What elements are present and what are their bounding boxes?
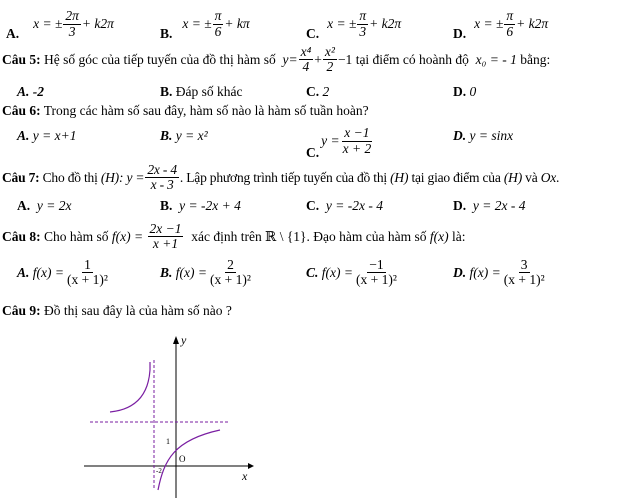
fraction: $\frac{\pi}{6}$ (506, 8, 514, 39)
fraction: $\frac{2}{\text{(x + 1)²}}$ (209, 257, 251, 288)
fraction: $\frac{1}{\text{(x + 1)²}}$ (66, 257, 108, 288)
q4-option-a[interactable]: A. x = ± $\frac{2\pi}{3}$ + k2π (6, 8, 114, 41)
curve-left-branch (110, 362, 150, 412)
fraction: $\frac{\pi}{3}$ (359, 8, 367, 39)
function-graph (80, 330, 260, 500)
q5-option-b[interactable]: B. Đáp số khác (160, 84, 243, 99)
q5-stem: Câu 5: Hệ số góc của tiếp tuyến của đồ thị hàm số y= $\frac{\text{x⁴}}{4}$ + $\frac{\text{x²}}{2}$ −1 tại điểm có hoành độ x₀ = - 1 bằng: (2, 44, 551, 75)
fraction: $\frac{x -1}{x + 2}$ (342, 125, 372, 156)
q8-option-d[interactable]: D. f(x) = $\frac{3}{\text{(x + 1)²}}$ (453, 257, 545, 288)
origin-label: O (179, 454, 186, 464)
y-axis-arrow (173, 336, 179, 344)
q4-option-c[interactable]: C. x = ± $\frac{\pi}{3}$ + k2π (306, 8, 402, 41)
x-axis-label: x (242, 469, 248, 483)
q5-option-c[interactable]: C. 2 (306, 84, 330, 99)
q4-option-d[interactable]: D. x = ± $\frac{\pi}{6}$ + k2π (453, 8, 549, 41)
tick-label-1: 1 (166, 437, 170, 446)
q5-option-a[interactable]: A. -2 (17, 84, 45, 99)
tick-label-neg2: -2 (156, 467, 162, 475)
x-axis-arrow (248, 463, 254, 469)
q8-stem: Câu 8: Cho hàm số f(x) = $\frac{2x -1}{x +1}$ xác định trên ℝ \ {1} . Đạo hàm của hàm số f(x) là: (2, 221, 466, 252)
q6-option-d[interactable]: D. y = sinx (453, 128, 514, 143)
q8-option-c[interactable]: C. f(x) = $\frac{-1}{\text{(x + 1)²}}$ (306, 257, 397, 288)
q5-option-d[interactable]: D. 0 (453, 84, 477, 99)
fraction: $\frac{\pi}{6}$ (214, 8, 222, 39)
q7-option-c[interactable]: C. y = -2x - 4 (306, 198, 383, 213)
y-axis-label: y (181, 333, 187, 347)
fraction: $\frac{-1}{\text{(x + 1)²}}$ (355, 257, 397, 288)
fraction: $\frac{2\pi}{3}$ (65, 8, 79, 39)
fraction: $\frac{\text{x²}}{2}$ (324, 44, 335, 75)
q7-option-a[interactable]: A. y = 2x (17, 198, 72, 213)
q6-option-c[interactable]: C. y = $\frac{x -1}{x + 2}$ (306, 125, 372, 160)
q6-option-a[interactable]: A. y = x+1 (17, 128, 77, 143)
q7-option-d[interactable]: D. y = 2x - 4 (453, 198, 526, 213)
q6-stem: Câu 6: Trong các hàm số sau đây, hàm số nào là hàm số tuần hoàn? (2, 103, 369, 118)
q7-stem: Câu 7: Cho đồ thị (H): y = $\frac{2x - 4}{x - 3}$ . Lập phương trình tiếp tuyến của đồ thị (H) tại giao điểm của (H) và Ox . (2, 162, 560, 193)
fraction: $\frac{2x -1}{x +1}$ (149, 221, 182, 252)
q8-option-a[interactable]: A. f(x) = $\frac{1}{\text{(x + 1)²}}$ (17, 257, 108, 288)
q7-option-b[interactable]: B. y = -2x + 4 (160, 198, 241, 213)
fraction: $\frac{3}{\text{(x + 1)²}}$ (503, 257, 545, 288)
q4-option-b[interactable]: B. x = ± $\frac{\pi}{6}$ + kπ (160, 8, 250, 41)
q8-option-b[interactable]: B. f(x) = $\frac{2}{\text{(x + 1)²}}$ (160, 257, 251, 288)
q6-option-b[interactable]: B. y = x² (160, 128, 208, 143)
q9-stem: Câu 9: Đồ thị sau đây là của hàm số nào ? (2, 303, 232, 318)
fraction: $\frac{2x - 4}{x - 3}$ (147, 162, 177, 193)
fraction: $\frac{\text{x⁴}}{4}$ (300, 44, 312, 75)
